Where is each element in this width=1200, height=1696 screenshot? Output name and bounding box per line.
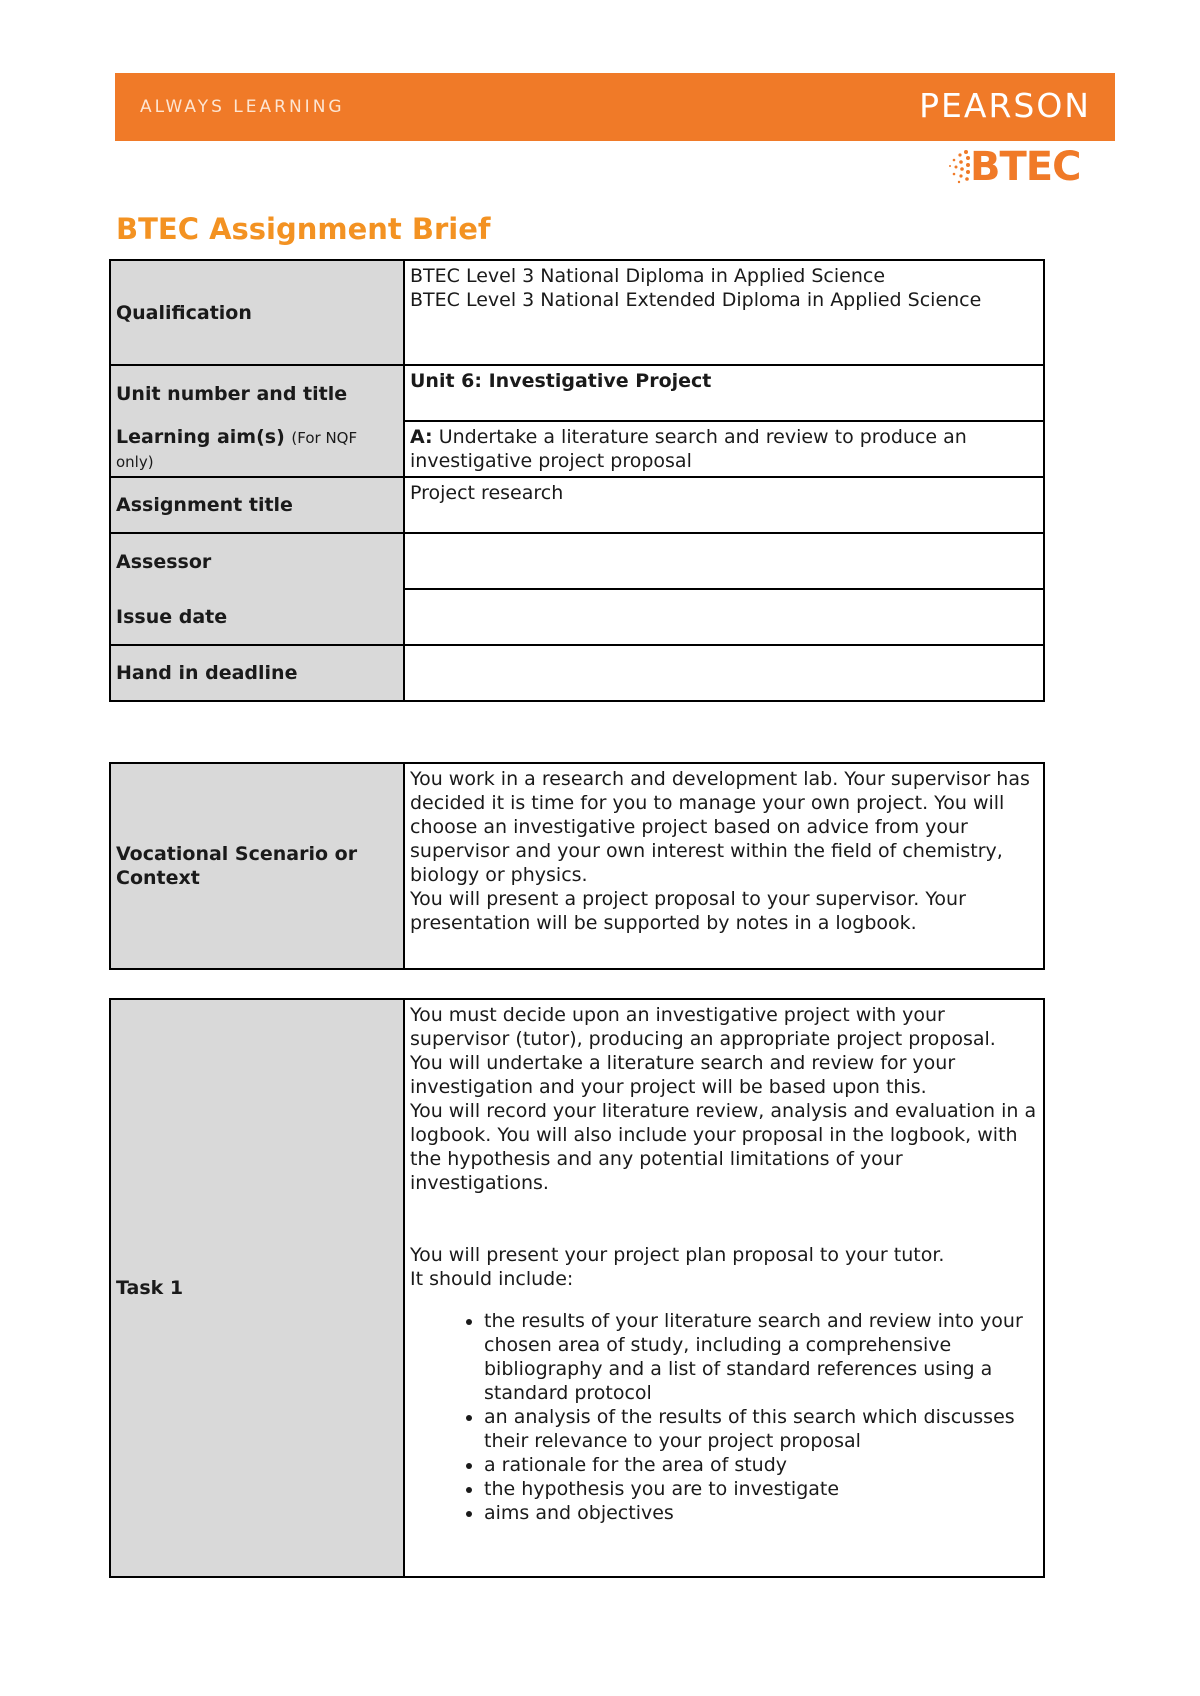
qualification-value (404, 260, 1044, 365)
task-present-line: You will present your project plan proposal to your tutor. (410, 1244, 945, 1266)
qualification-line: BTEC Level 3 National Diploma in Applied Science (410, 265, 886, 287)
aims-label: Learning aim(s) (116, 425, 285, 448)
unit-row (110, 365, 1044, 421)
deadline-label: Hand in deadline (110, 645, 404, 701)
btec-logo (946, 144, 1096, 190)
task-bullet: • the hypothesis you are to investigate (484, 1477, 1038, 1501)
aims-row (110, 421, 1044, 477)
task-paragraph: You will record your literature review, analysis and evaluation in a logbook. You will also include your proposal in the logbook, with the hypothesis and any potential limitations of your investigations. (410, 1100, 1037, 1194)
task-bullet-list (410, 1309, 1038, 1525)
task-bullet: • the results of your literature search and review into your chosen area of study, including a comprehensive bibliography and a list of standard references using a standard protocol (484, 1309, 1038, 1405)
assignment-title-value: Project research (404, 477, 1044, 533)
unit-label: Unit number and title (110, 365, 404, 421)
spacer (410, 1219, 1038, 1243)
scenario-label: Vocational Scenario or Context (110, 763, 404, 969)
qualification-line: BTEC Level 3 National Extended Diploma in Applied Science (410, 289, 982, 311)
task-bullet: • a rationale for the area of study (484, 1453, 1038, 1477)
page-title: BTEC Assignment Brief (116, 212, 491, 246)
aims-note: (For NQF only) (116, 428, 358, 471)
scenario-row (110, 763, 1044, 969)
task-1-text (404, 999, 1044, 1577)
tagline: ALWAYS LEARNING (140, 97, 345, 117)
qualification-label: Qualification (110, 260, 404, 365)
assignment-title-label: Assignment title (110, 477, 404, 533)
scenario-paragraph: You will present a project proposal to your supervisor. Your presentation will be supported by notes in a logbook. (410, 888, 966, 934)
unit-value: Unit 6: Investigative Project (404, 365, 1044, 421)
pearson-logo: PEARSON (919, 86, 1091, 125)
deadline-row (110, 645, 1044, 701)
scenario-paragraph: You work in a research and development lab. Your supervisor has decided it is time for you to manage your own project. You will choose an investigative project based on advice from your supervisor and your own interest within the field of chemistry, biology or physics. (410, 768, 1030, 886)
assessor-row (110, 533, 1044, 589)
task-1-label: Task 1 (110, 999, 404, 1577)
assessor-label: Assessor (110, 533, 404, 589)
deadline-value (404, 645, 1044, 701)
task-table (109, 998, 1045, 1578)
task-paragraph: You will undertake a literature search and review for your investigation and your project will be based upon this. (410, 1052, 956, 1098)
assessor-value (404, 533, 1044, 589)
aim-letter: A: (410, 426, 433, 448)
issue-date-value (404, 589, 1044, 645)
task-bullet: • an analysis of the results of this search which discusses their relevance to your project proposal (484, 1405, 1038, 1453)
issue-date-label: Issue date (110, 589, 404, 645)
spacer (410, 1195, 1038, 1219)
assignment-details-table (109, 259, 1045, 702)
task-bullet: • aims and objectives (484, 1501, 1038, 1525)
btec-dots-icon (946, 148, 972, 184)
header-banner (115, 73, 1115, 141)
aims-label-cell (110, 421, 404, 477)
btec-wordmark: BTEC (970, 144, 1081, 190)
task-1-row (110, 999, 1044, 1577)
aim-text: Undertake a literature search and review to produce an investigative project proposal (410, 426, 967, 472)
assignment-title-row (110, 477, 1044, 533)
aims-value (404, 421, 1044, 477)
task-paragraph: You must decide upon an investigative project with your supervisor (tutor), producing an appropriate project proposal. (410, 1004, 996, 1050)
scenario-table (109, 762, 1045, 970)
issue-date-row (110, 589, 1044, 645)
task-present-line: It should include: (410, 1268, 574, 1290)
scenario-text (404, 763, 1044, 969)
qualification-row (110, 260, 1044, 365)
